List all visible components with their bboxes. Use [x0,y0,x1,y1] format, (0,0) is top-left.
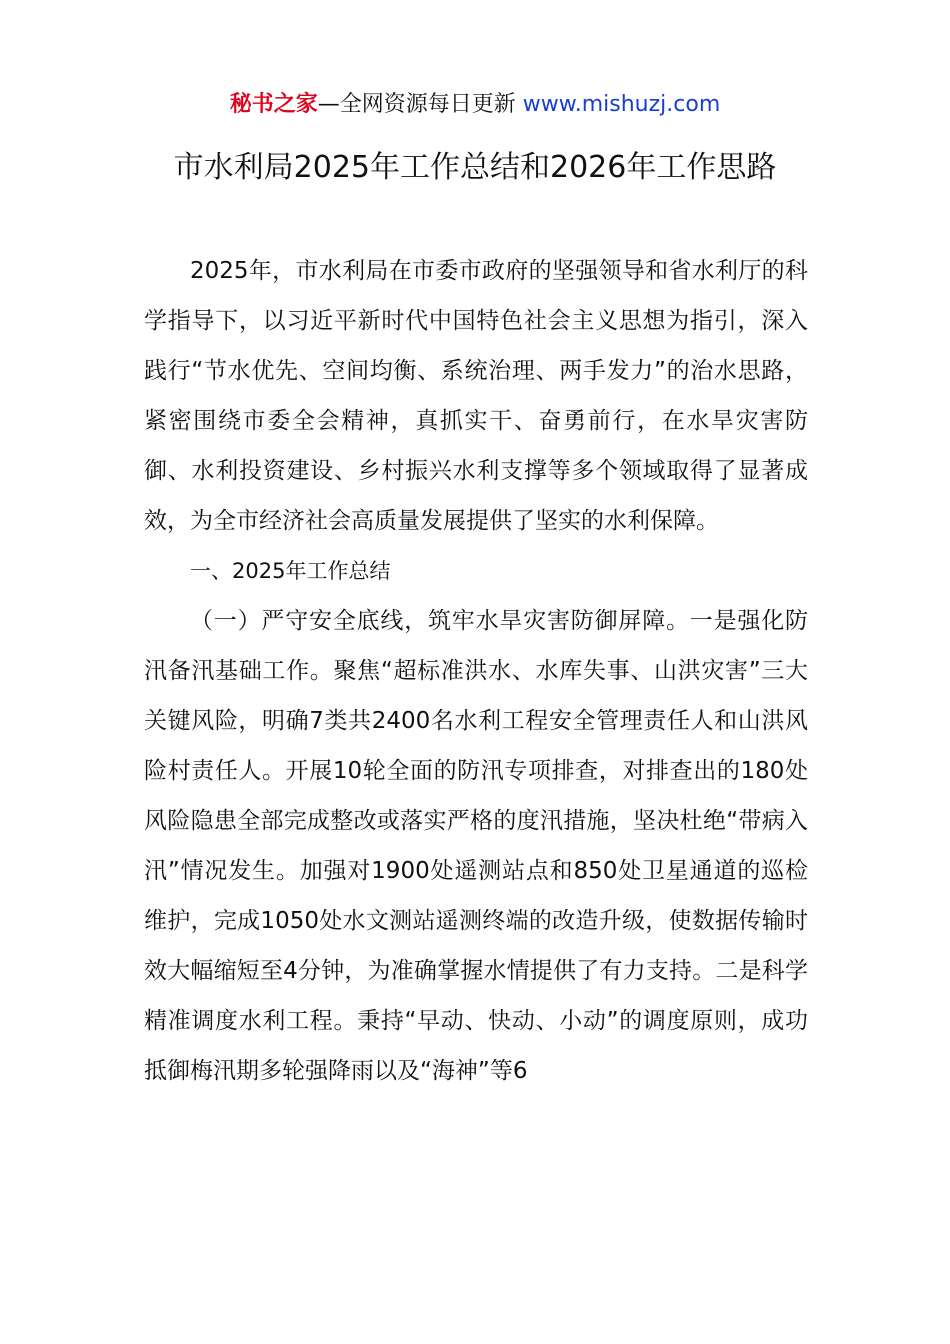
site-header [0,88,950,122]
body-paragraph: （一）严守安全底线，筑牢水旱灾害防御屏障。一是强化防汛备汛基础工作。聚焦“超标准洪水、水库失事、山洪灾害”三大关键风险，明确7类共2400名水利工程安全管理责任人和山洪风险村责任人。开展10轮全面的防汛专项排查，对排查出的180处风险隐患全部完成整改或落实严格的度汛措施，坚决杜绝“带病入汛”情况发生。加强对1900处遥测站点和850处卫星通道的巡检维护，完成1050处水文测站遥测终端的改造升级，使数据传输时效大幅缩短至4分钟，为准确掌握水情提供了有力支持。二是科学精准调度水利工程。秉持“早动、快动、小动”的调度原则，成功抵御梅汛期多轮强降雨以及“海神”等6 [144,608,808,1084]
section-heading: 一、2025年工作总结 [190,559,391,583]
document-title: 市水利局2025年工作总结和2026年工作思路 [173,150,777,185]
document-body [144,246,808,1096]
site-url-link[interactable]: www.mishuzj.com [522,92,721,117]
intro-paragraph: 2025年，市水利局在市委市政府的坚强领导和省水利厅的科学指导下，以习近平新时代中国特色社会主义思想为指引，深入践行“节水优先、空间均衡、系统治理、两手发力”的治水思路，紧密围绕市委全会精神，真抓实干、奋勇前行，在水旱灾害防御、水利投资建设、乡村振兴水利支撑等多个领域取得了显著成效，为全市经济社会高质量发展提供了坚实的水利保障。 [144,258,808,534]
header-tagline: —全网资源每日更新 [317,92,516,117]
brand-name: 秘书之家 [229,92,318,117]
